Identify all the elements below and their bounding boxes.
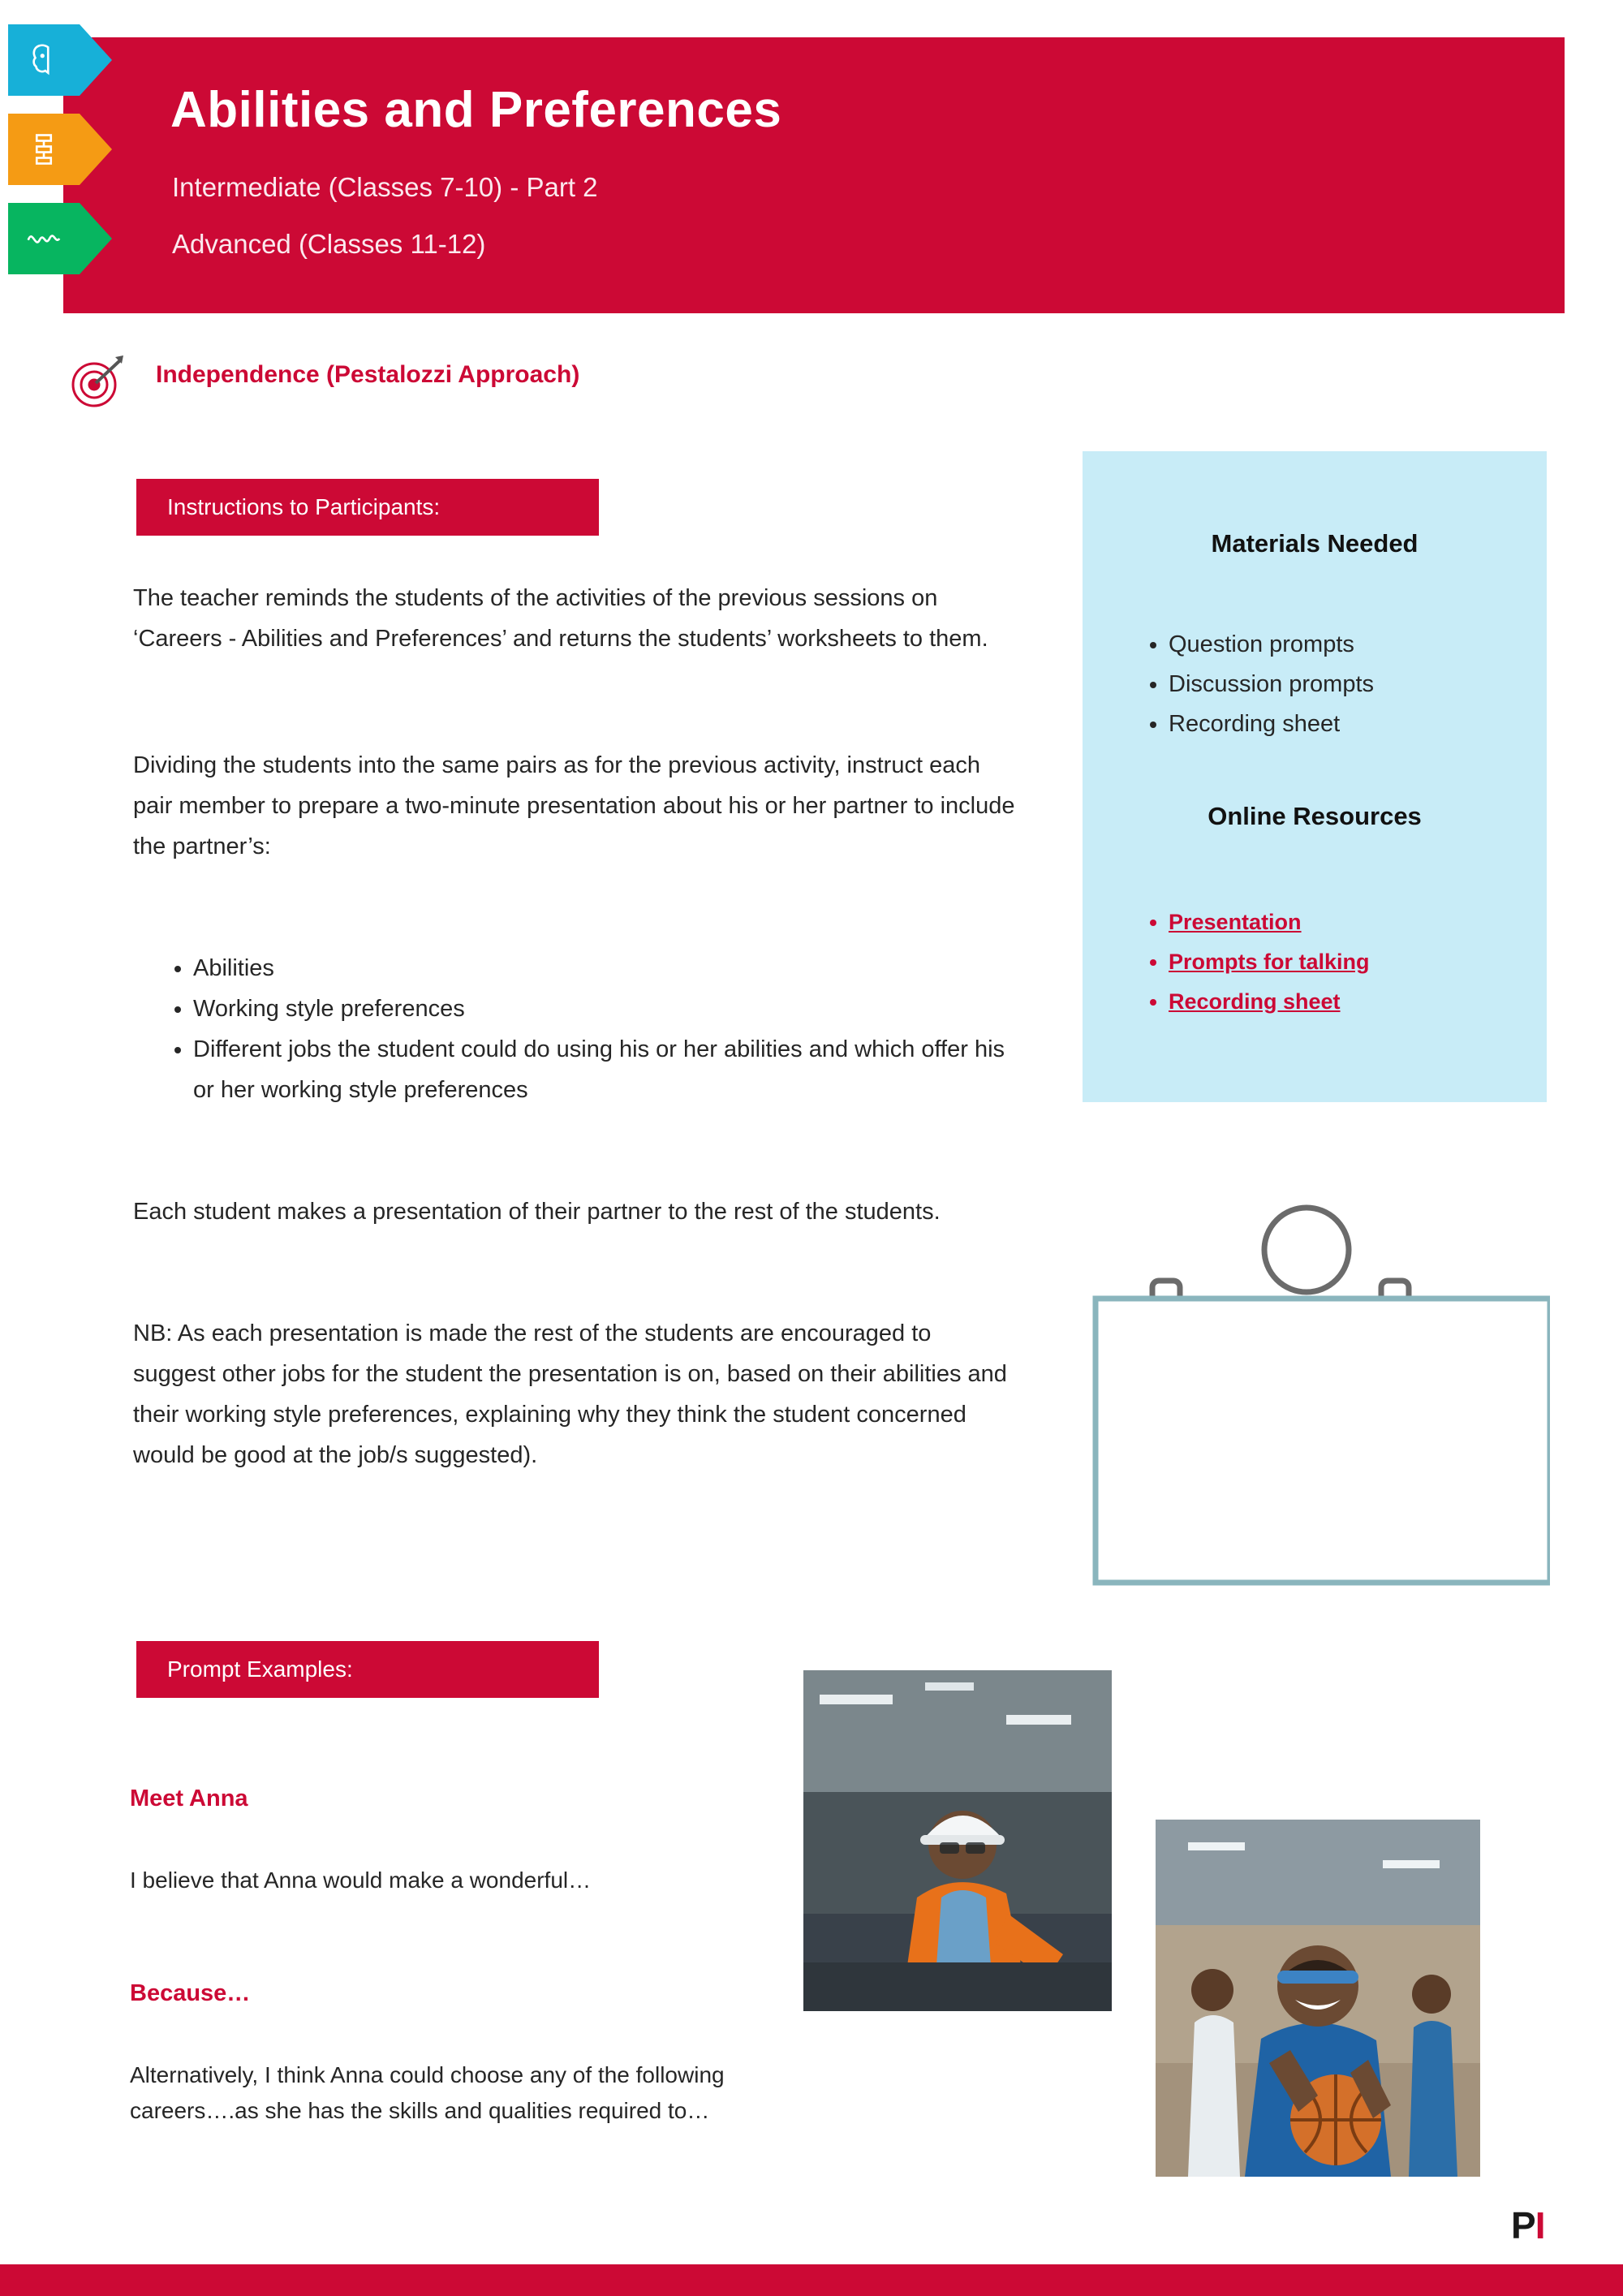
- list-item: [1169, 982, 1518, 1022]
- resource-link-recording-sheet[interactable]: Recording sheet: [1169, 989, 1341, 1014]
- wave-icon: [8, 203, 80, 274]
- brain-icon-chevron: [8, 24, 114, 96]
- instructions-chip: Instructions to Participants:: [136, 479, 599, 536]
- chevron-arrow-blue: [80, 24, 112, 96]
- list-item: [1169, 942, 1518, 982]
- page-title: Abilities and Preferences: [170, 82, 782, 138]
- list-item: [1169, 902, 1518, 942]
- chevron-arrow-orange: [80, 114, 112, 185]
- list-item: • Question prompts: [1169, 625, 1518, 665]
- materials-title: Materials Needed: [1211, 529, 1419, 558]
- instructions-bullet-list: [159, 948, 1019, 1110]
- resource-link-prompts[interactable]: Prompts for talking: [1169, 950, 1370, 974]
- list-item: • Different jobs the student could do using his or her abilities and which offer his or her working style preferences: [193, 1029, 1019, 1110]
- instructions-paragraph-3: Each student makes a presentation of their partner to the rest of the students.: [133, 1199, 941, 1225]
- meet-anna-heading: Meet Anna: [130, 1786, 248, 1811]
- list-item: • Working style preferences: [193, 989, 1019, 1029]
- photo-basketball-player: [1156, 1820, 1480, 2177]
- header-subtitle-advanced: Advanced (Classes 11-12): [172, 229, 486, 259]
- brain-icon: [8, 24, 80, 96]
- section-title: Independence (Pestalozzi Approach): [156, 361, 580, 388]
- logo: PI: [1511, 2204, 1545, 2246]
- materials-list: [1136, 625, 1518, 744]
- wave-icon-chevron: [8, 203, 114, 274]
- resource-link-presentation[interactable]: Presentation: [1169, 910, 1302, 934]
- photo-factory-worker: [803, 1670, 1112, 2011]
- instructions-paragraph-2: Dividing the students into the same pairs as for the previous activity, instruct each pair member to prepare a two-minute presentation about his or her partner to include the partner’s:: [133, 752, 1015, 859]
- online-resources-list: [1136, 902, 1518, 1022]
- footer-band: [0, 2264, 1623, 2296]
- prompt-examples-chip: Prompt Examples:: [136, 1641, 599, 1698]
- instructions-paragraph-1: The teacher reminds the students of the activities of the previous sessions on ‘Careers - Abilities and Preferences’ and returns the students’ worksheets to them.: [133, 585, 988, 652]
- flipchart-illustration: [1047, 1193, 1550, 1607]
- test-tube-icon: [8, 114, 80, 185]
- alternative-paragraph: Alternatively, I think Anna could choose any of the following careers….as she has the skills and qualities required to…: [130, 2062, 725, 2123]
- experiment-icon-chevron: [8, 114, 114, 185]
- list-item: • Recording sheet: [1169, 704, 1518, 744]
- anna-paragraph: I believe that Anna would make a wonderful…: [130, 1867, 592, 1893]
- chevron-arrow-green: [80, 203, 112, 274]
- header-subtitle-intermediate: Intermediate (Classes 7-10) - Part 2: [172, 172, 598, 202]
- list-item: • Discussion prompts: [1169, 665, 1518, 704]
- logo-bar: I: [1535, 2204, 1545, 2246]
- instructions-paragraph-4: NB: As each presentation is made the rest of the students are encouraged to suggest other jobs for the student the presentation is on, based on their abilities and their working style preferences, explaining why they think the student concerned would be good at the job/s suggested).: [133, 1320, 1007, 1468]
- because-heading: Because…: [130, 1980, 251, 2006]
- target-icon: [67, 351, 128, 412]
- online-resources-title: Online Resources: [1208, 802, 1422, 830]
- list-item: • Abilities: [193, 948, 1019, 989]
